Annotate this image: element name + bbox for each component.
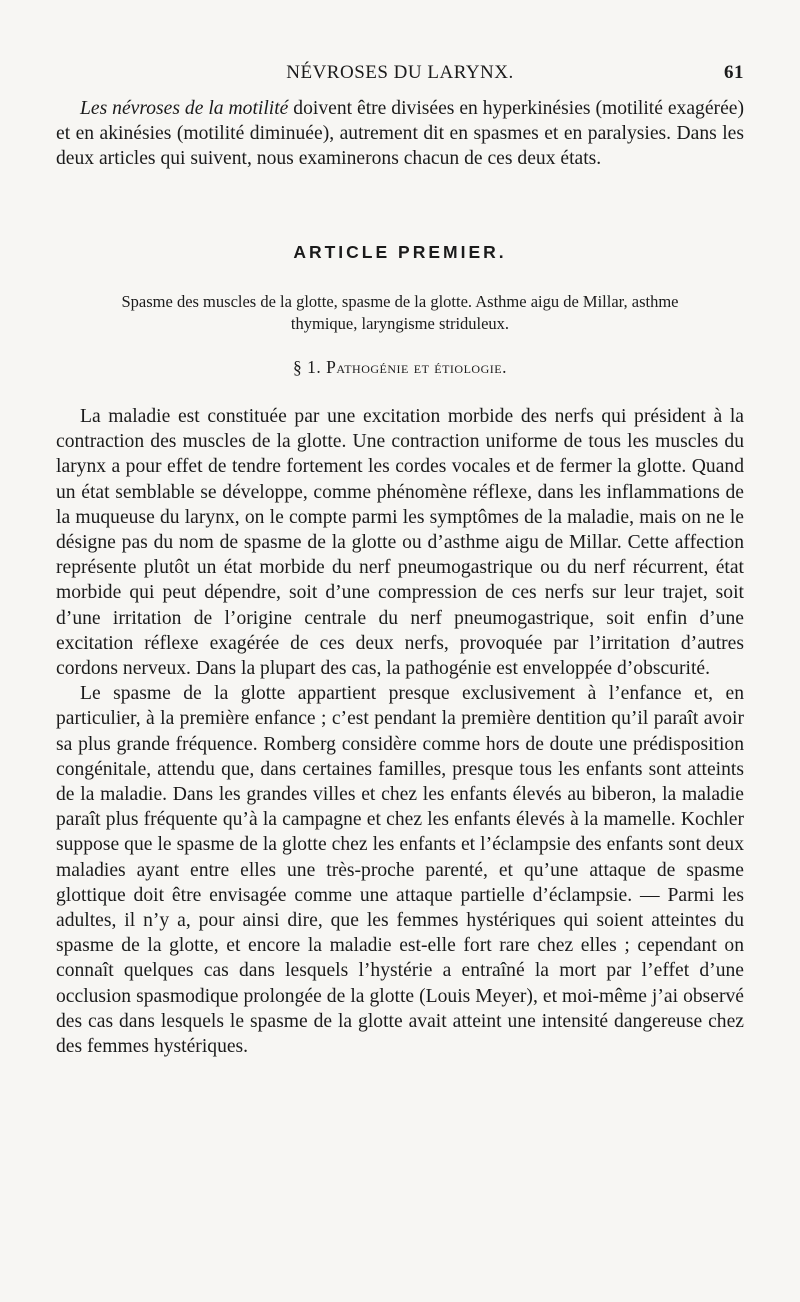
intro-lead-italic: Les névroses de la motilité bbox=[80, 98, 289, 119]
page-body bbox=[56, 96, 744, 1059]
running-header bbox=[56, 62, 744, 88]
body-paragraph: La maladie est constituée par une excitation morbide des nerfs qui président à la contraction des muscles de la glotte. Une contraction uniforme de tous les muscles du larynx a pour effet de tendre fortement les cordes vocales et de fermer la glotte. Quand un état semblable se développe, comme phénomène réflexe, dans les inflammations de la muqueuse du larynx, on le compte parmi les symptômes de la maladie, mais on ne le désigne pas du nom de spasme de la glotte ou d’asthme aigu de Millar. Cette affection représente plutôt un état morbide du nerf pneumogastrique ou du nerf récurrent, état morbide qui peut dépendre, soit d’une compression de ces nerfs sur leur trajet, soit d’une irritation de l’origine centrale du nerf pneumogastrique, soit enfin d’une excitation réflexe exagérée de ces deux nerfs, provoquée par l’irritation d’autres cordons nerveux. Dans la plupart des cas, la pathogénie est enveloppée d’obscurité. bbox=[56, 406, 744, 680]
intro-text: doivent être divisées en hyperkinésies (motilité exagérée) et en akinésies (motilité diminuée), autrement dit en spasmes et en paralysies. Dans les deux articles qui suivent, nous examinerons chacun de ces deux états. bbox=[56, 98, 744, 170]
section-heading bbox=[56, 355, 744, 380]
page-number: 61 bbox=[724, 62, 744, 83]
body-paragraph: Le spasme de la glotte appartient presque exclusivement à l’enfance et, en particulier, à la première enfance ; c’est pendant la première dentition qu’il paraît avoir sa plus grande fréquence. Romberg considère comme hors de doute une prédisposition congénitale, attendu que, dans certaines familles, presque tous les enfants sont atteints de la maladie. Dans les grandes villes et chez les enfants élevés au biberon, la maladie paraît plus fréquente qu’à la campagne et chez les enfants élevés à la mamelle. Kochler suppose que le spasme de la glotte chez les enfants et l’éclampsie des enfants sont deux maladies ayant entre elles une très-proche parenté, et qu’une attaque de spasme glottique doit être envisagée comme une attaque partielle d’éclampsie. — Parmi les adultes, il n’y a, pour ainsi dire, que les femmes hystériques qui soient atteintes du spasme de la glotte, et encore la maladie est-elle fort rare chez elles ; cependant on connaît quelques cas dans lesquels l’hystérie a entraîné la mort par l’effet d’une occlusion spasmodique prolongée de la glotte (Louis Meyer), et moi-même j’ai observé des cas dans lesquels le spasme de la glotte avait atteint une intensité dangereuse chez des femmes hystériques. bbox=[56, 683, 744, 1058]
article-summary: Spasme des muscles de la glotte, spasme de la glotte. Asthme aigu de Millar, asthme thymique, laryngisme striduleux. bbox=[121, 291, 679, 333]
section-number: § 1. bbox=[293, 356, 322, 377]
article-heading: ARTICLE PREMIER. bbox=[293, 241, 507, 262]
intro-paragraph bbox=[56, 96, 744, 172]
running-title: NÉVROSES DU LARYNX. bbox=[286, 62, 514, 83]
section-title: Pathogénie et étiologie. bbox=[326, 356, 507, 377]
